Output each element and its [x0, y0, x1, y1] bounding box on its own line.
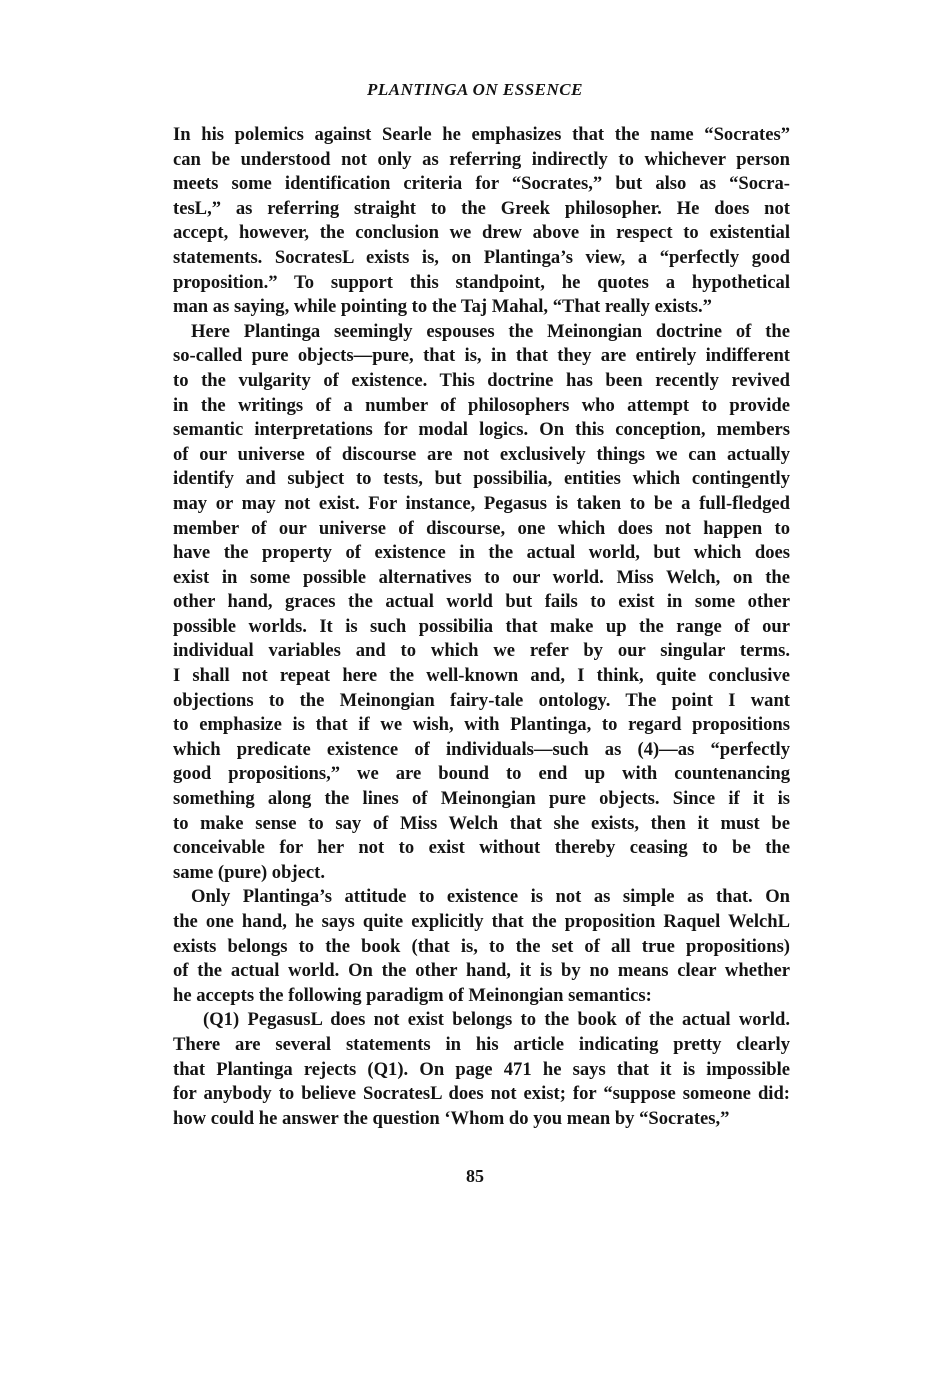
- text-line: member of our universe of discourse, one which does not happen to: [173, 517, 790, 539]
- paragraph: [173, 320, 790, 886]
- text-line: can be understood not only as referring indirectly to whichever person: [173, 148, 790, 170]
- text-line: may or may not exist. For instance, Pegasus is taken to be a full-fledged: [173, 492, 790, 514]
- text-line: accept, however, the conclusion we drew above in respect to existential: [173, 222, 790, 244]
- page-number: 85: [466, 1166, 484, 1186]
- text-line: to emphasize is that if we wish, with Plantinga, to regard propositions: [173, 714, 790, 736]
- text-line: exists belongs to the book (that is, to the set of all true propositions): [173, 935, 790, 957]
- text-line: of the actual world. On the other hand, it is by no means clear whether: [173, 960, 790, 982]
- text-line: good propositions,” we are bound to end up with countenancing: [173, 763, 790, 785]
- text-line: something along the lines of Meinongian pure objects. Since if it is: [173, 788, 790, 810]
- running-head: PLANTINGA ON ESSENCE: [367, 80, 583, 99]
- text-line: conceivable for her not to exist without thereby ceasing to be the: [173, 837, 790, 859]
- text-line: semantic interpretations for modal logics. On this conception, members: [173, 419, 790, 441]
- text-line: same (pure) object.: [173, 861, 325, 883]
- text-line: proposition.” To support this standpoint, he quotes a hypothetical: [173, 271, 790, 293]
- text-line: There are several statements in his article indicating pretty clearly: [173, 1033, 790, 1055]
- text-line: to make sense to say of Miss Welch that she exists, then it must be: [173, 812, 790, 834]
- paragraph: [173, 123, 790, 320]
- body-text: [173, 123, 790, 1131]
- text-line: for anybody to believe SocratesL does not exist; for “suppose someone did:: [173, 1083, 790, 1105]
- text-line: In his polemics against Searle he emphasizes that the name “Socrates”: [173, 124, 790, 145]
- text-line: he accepts the following paradigm of Meinongian semantics:: [173, 984, 652, 1006]
- text-line: meets some identification criteria for “Socrates,” but also as “Socra-: [173, 173, 790, 195]
- text-line: individual variables and to which we refer by our singular terms.: [173, 640, 790, 662]
- text-line: statements. SocratesL exists is, on Plantinga’s view, a “perfectly good: [173, 246, 790, 268]
- text-line: in the writings of a number of philosophers who attempt to provide: [173, 394, 790, 416]
- text-line: the one hand, he says quite explicitly that the proposition Raquel WelchL: [173, 911, 790, 932]
- text-line: Here Plantinga seemingly espouses the Meinongian doctrine of the: [191, 320, 790, 342]
- text-line: objections to the Meinongian fairy-tale ontology. The point I want: [173, 689, 790, 711]
- text-line: how could he answer the question ‘Whom do you mean by “Socrates,”: [173, 1107, 730, 1129]
- paragraph: [173, 885, 790, 1008]
- text-line: have the property of existence in the actual world, but which does: [173, 542, 790, 564]
- text-line: possible worlds. It is such possibilia that make up the range of our: [173, 615, 790, 637]
- text-line: identify and subject to tests, but possibilia, entities which contingently: [173, 468, 790, 490]
- text-line: so-called pure objects—pure, that is, in that they are entirely indifferent: [173, 345, 790, 367]
- text-line: other hand, graces the actual world but fails to exist in some other: [173, 591, 790, 613]
- text-line: that Plantinga rejects (Q1). On page 471 he says that it is impossible: [173, 1058, 790, 1080]
- text-line: tesL,” as referring straight to the Greek philosopher. He does not: [173, 197, 790, 219]
- text-line: exist in some possible alternatives to our world. Miss Welch, on the: [173, 566, 790, 588]
- text-line: (Q1) PegasusL does not exist belongs to the book of the actual world.: [203, 1009, 790, 1031]
- text-line: man as saying, while pointing to the Taj Mahal, “That really exists.”: [173, 296, 712, 318]
- text-line: to the vulgarity of existence. This doctrine has been recently revived: [173, 369, 790, 391]
- text-line: I shall not repeat here the well-known and, I think, quite conclusive: [173, 665, 790, 687]
- text-line: which predicate existence of individuals—such as (4)—as “perfectly: [173, 738, 790, 760]
- text-line: Only Plantinga’s attitude to existence is not as simple as that. On: [191, 886, 790, 908]
- text-line: of our universe of discourse are not exclusively things we can actually: [173, 443, 790, 465]
- paragraph: [173, 1008, 790, 1131]
